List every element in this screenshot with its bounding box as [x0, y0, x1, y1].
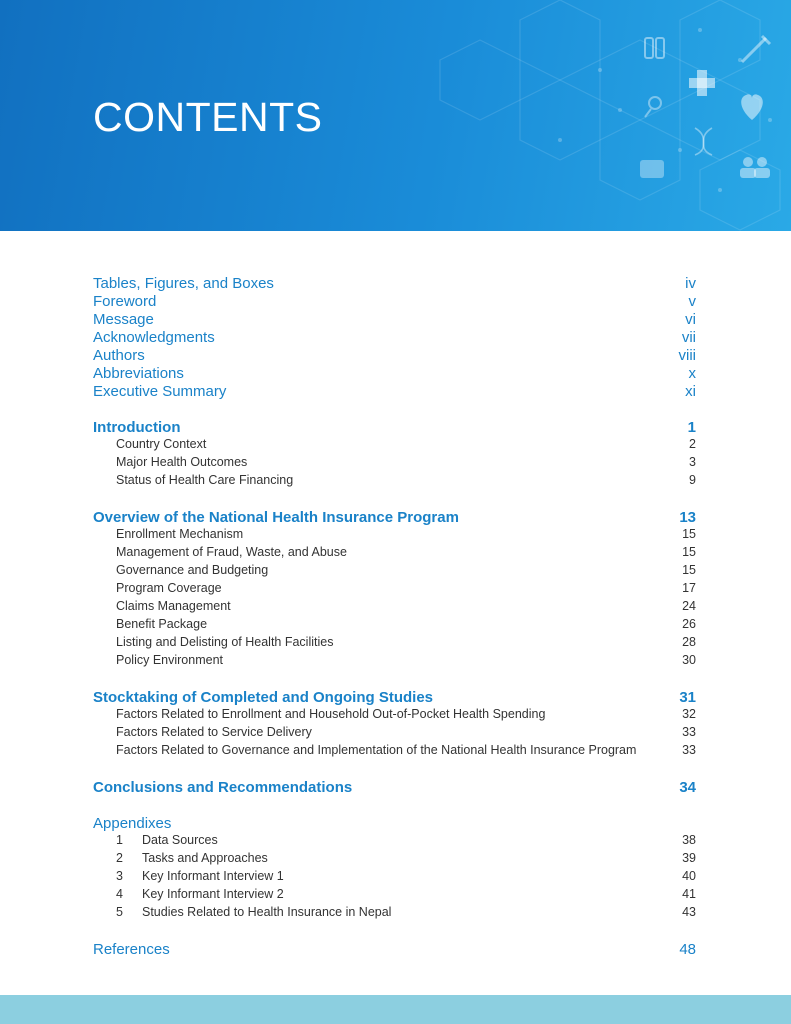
toc-entry-abbreviations[interactable]: Abbreviations x	[93, 365, 696, 382]
toc-appendix-entry[interactable]: 4 Key Informant Interview 2 41	[116, 887, 696, 901]
chapter-overview-nhip	[93, 509, 696, 671]
toc-entry-foreword[interactable]: Foreword v	[93, 293, 696, 310]
toc-appendix-entry[interactable]: 5 Studies Related to Health Insurance in Nepal 43	[116, 905, 696, 919]
header-banner	[0, 0, 791, 231]
toc-appendix-entry[interactable]: 1 Data Sources 38	[116, 833, 696, 847]
toc-section[interactable]: Benefit Package 26	[116, 617, 696, 631]
table-of-contents	[93, 275, 696, 959]
front-matter-list	[93, 275, 696, 401]
toc-section[interactable]: Factors Related to Service Delivery 33	[116, 725, 696, 739]
capsule-icon	[645, 38, 664, 58]
toc-chapter-heading[interactable]: Overview of the National Health Insurance Program 13	[93, 509, 696, 526]
chapter-stocktaking	[93, 689, 696, 761]
toc-chapter-heading[interactable]: Stocktaking of Completed and Ongoing Studies 31	[93, 689, 696, 706]
toc-section[interactable]: Factors Related to Enrollment and Household Out-of-Pocket Health Spending 32	[116, 707, 696, 721]
toc-section[interactable]: Factors Related to Governance and Implementation of the National Health Insurance Program 33	[116, 743, 696, 757]
toc-appendix-entry[interactable]: 3 Key Informant Interview 1 40	[116, 869, 696, 883]
doctors-icon	[740, 157, 770, 178]
toc-entry-executive-summary[interactable]: Executive Summary xi	[93, 383, 696, 400]
toc-section[interactable]: Claims Management 24	[116, 599, 696, 613]
toc-section[interactable]: Country Context 2	[116, 437, 696, 451]
medical-cross-icon	[689, 70, 715, 96]
toc-section[interactable]: Policy Environment 30	[116, 653, 696, 667]
toc-entry-message[interactable]: Message vi	[93, 311, 696, 328]
appendixes-section	[93, 815, 696, 923]
footer-band	[0, 995, 791, 1024]
toc-section[interactable]: Status of Health Care Financing 9	[116, 473, 696, 487]
toc-entry-authors[interactable]: Authors viii	[93, 347, 696, 364]
toc-section[interactable]: Governance and Budgeting 15	[116, 563, 696, 577]
toc-appendixes-heading[interactable]: Appendixes	[93, 815, 172, 832]
toc-appendix-entry[interactable]: 2 Tasks and Approaches 39	[116, 851, 696, 865]
toc-section[interactable]: Management of Fraud, Waste, and Abuse 15	[116, 545, 696, 559]
toc-section[interactable]: Program Coverage 17	[116, 581, 696, 595]
syringe-icon	[742, 36, 770, 62]
dna-icon	[695, 128, 712, 155]
page-title: CONTENTS	[93, 94, 323, 140]
chapter-conclusions	[93, 779, 696, 797]
toc-entry-references[interactable]: References 48	[93, 941, 696, 958]
chapter-introduction	[93, 419, 696, 491]
toc-section[interactable]: Enrollment Mechanism 15	[116, 527, 696, 541]
toc-chapter-heading[interactable]: Introduction 1	[93, 419, 696, 436]
toc-entry-acknowledgments[interactable]: Acknowledgments vii	[93, 329, 696, 346]
toc-section[interactable]: Major Health Outcomes 3	[116, 455, 696, 469]
toc-chapter-heading[interactable]: Conclusions and Recommendations 34	[93, 779, 696, 796]
toc-entry-tables-figures-boxes[interactable]: Tables, Figures, and Boxes iv	[93, 275, 696, 292]
first-aid-kit-icon	[640, 160, 664, 178]
toc-section[interactable]: Listing and Delisting of Health Facilities 28	[116, 635, 696, 649]
